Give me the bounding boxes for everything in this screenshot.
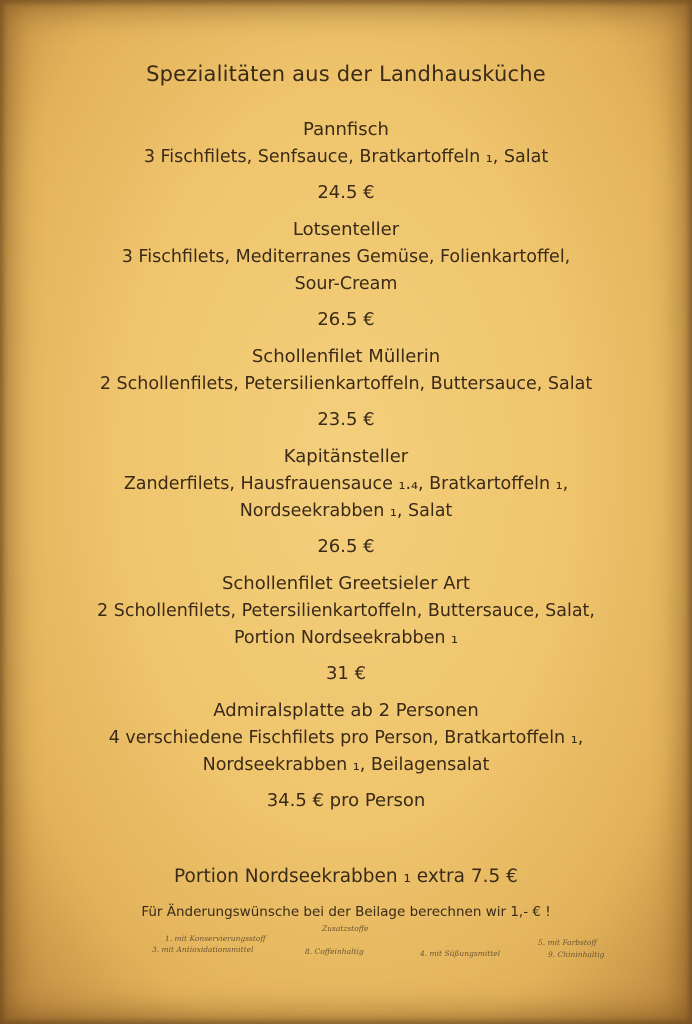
dish-description: Zanderfilets, Hausfrauensauce ₁.₄, Bratkartoffeln ₁, [123, 474, 569, 494]
dish-description: Nordseekrabben ₁, Salat [239, 501, 453, 521]
additive-item: 9. Chininhaltig [548, 950, 605, 959]
dish-item [0, 343, 692, 434]
dish-description: 4 verschiedene Fischfilets pro Person, Bratkartoffeln ₁, [108, 728, 584, 748]
additive-item: 1. mit Konservierungsstoff [165, 934, 266, 943]
additives-legend [0, 922, 692, 972]
dish-list [0, 116, 692, 824]
dish-price: 23.5 € [317, 409, 375, 430]
dish-item [0, 216, 692, 334]
dish-item [0, 443, 692, 561]
dish-description: Nordseekrabben ₁, Beilagensalat [202, 755, 490, 775]
dish-name: Schollenfilet Müllerin [251, 346, 441, 367]
dish-description: 3 Fischfilets, Mediterranes Gemüse, Folienkartoffel, [121, 247, 571, 267]
additive-item: 3. mit Antioxidationsmittel [152, 945, 254, 954]
dish-description: Sour-Cream [294, 274, 398, 294]
dish-item [0, 116, 692, 207]
dish-name: Admiralsplatte ab 2 Personen [213, 700, 479, 721]
dish-description: 2 Schollenfilets, Petersilienkartoffeln, Buttersauce, Salat [99, 374, 593, 394]
dish-price: 26.5 € [317, 536, 375, 557]
dish-price: 31 € [325, 663, 367, 684]
dish-item [0, 570, 692, 688]
additive-item: 5. mit Farbstoff [538, 938, 597, 947]
dish-price: 24.5 € [317, 182, 375, 203]
dish-name: Lotsenteller [292, 219, 400, 240]
change-note: Für Änderungswünsche bei der Beilage berechnen wir 1,- € ! [141, 904, 551, 920]
dish-price: 26.5 € [317, 309, 375, 330]
dish-name: Pannfisch [303, 119, 389, 140]
additive-item: 8. Coffeinhaltig [305, 947, 364, 956]
menu-title: Spezialitäten aus der Landhausküche [146, 62, 546, 86]
dish-price: 34.5 € pro Person [266, 790, 426, 811]
additive-item: 4. mit Süßungsmittel [420, 949, 501, 958]
dish-description: 2 Schollenfilets, Petersilienkartoffeln, Buttersauce, Salat, [97, 601, 595, 621]
dish-item [0, 697, 692, 815]
dish-name: Kapitänsteller [283, 446, 409, 467]
dish-description: Portion Nordseekrabben ₁ [233, 628, 459, 648]
extra-krabben: Portion Nordseekrabben ₁ extra 7.5 € [174, 866, 518, 887]
dish-name: Schollenfilet Greetsieler Art [221, 573, 470, 594]
dish-description: 3 Fischfilets, Senfsauce, Bratkartoffeln ₁, Salat [143, 147, 549, 167]
additives-heading: Zusatzstoffe [322, 924, 369, 933]
